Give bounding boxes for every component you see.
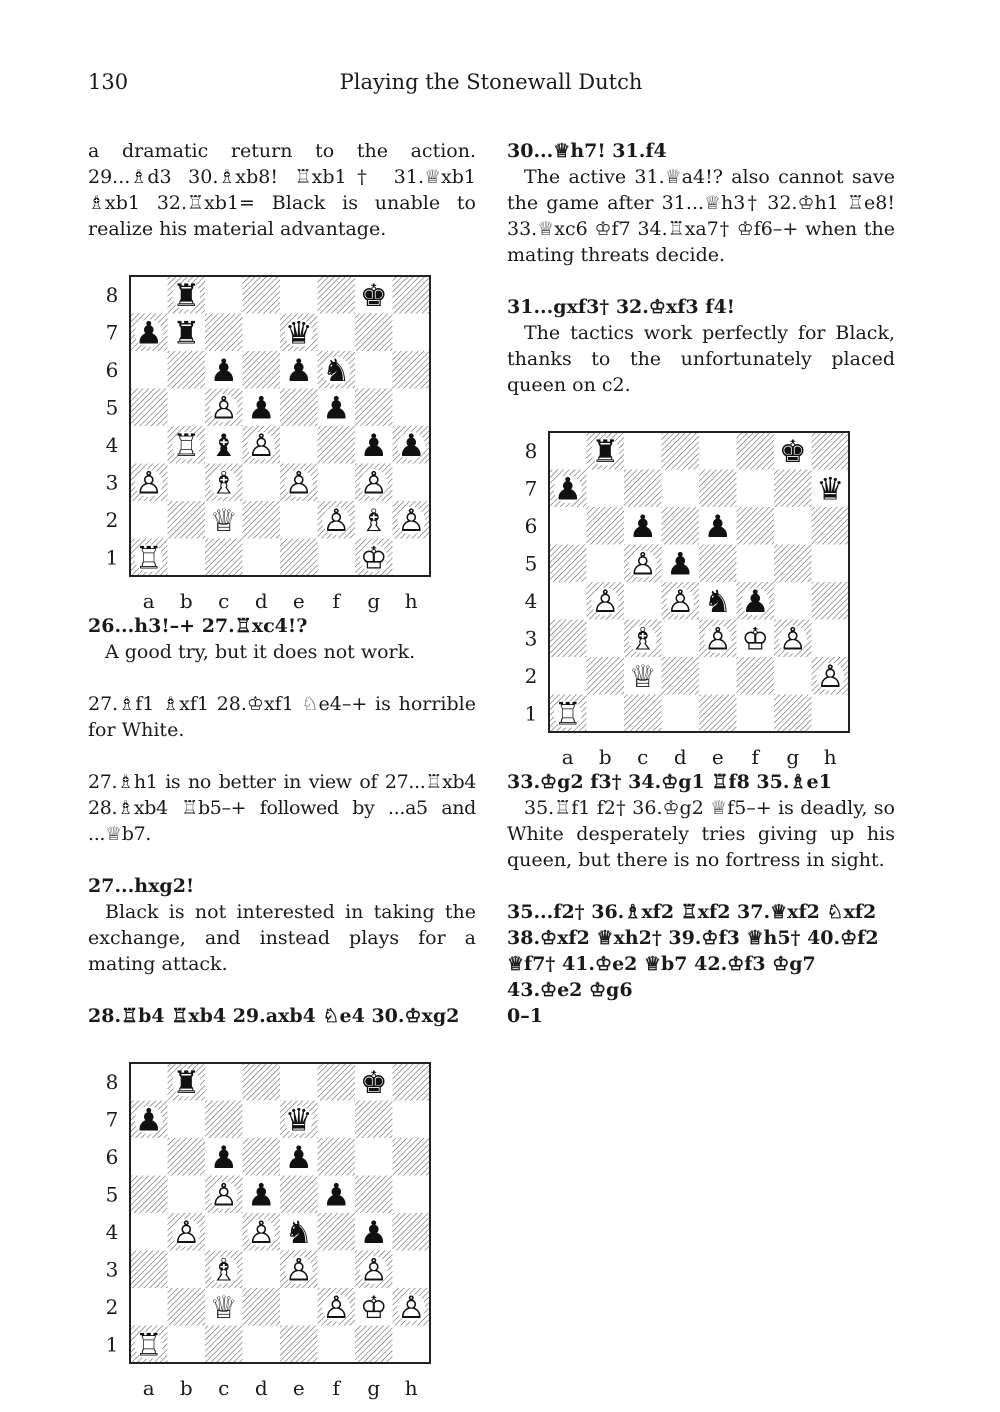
file-label-g: g xyxy=(367,589,381,613)
light-square-b1 xyxy=(168,539,206,577)
dark-square-d6 xyxy=(243,351,281,389)
dark-square-g7 xyxy=(774,470,812,508)
rank-label-7: 7 xyxy=(105,320,119,345)
light-square-b1 xyxy=(587,695,625,733)
light-square-e2 xyxy=(280,1288,318,1326)
black-pawn-a7-icon: ♟ xyxy=(134,315,163,352)
file-label-b: b xyxy=(598,745,612,769)
light-square-f5 xyxy=(737,545,775,583)
light-square-e8 xyxy=(280,1063,318,1101)
dark-square-h4 xyxy=(812,582,850,620)
light-square-a2 xyxy=(549,657,587,695)
file-label-b: b xyxy=(179,1376,193,1400)
white-pawn-c5-icon: ♙ xyxy=(209,1177,238,1214)
light-square-c4 xyxy=(624,582,662,620)
light-square-f1 xyxy=(318,539,356,577)
white-king-g2-icon: ♔ xyxy=(359,1289,388,1326)
white-pawn-f2-icon: ♙ xyxy=(322,1289,351,1326)
black-knight-f6-icon: ♞ xyxy=(322,352,351,389)
light-square-d1 xyxy=(243,1326,281,1364)
rank-label-3: 3 xyxy=(105,1257,119,1282)
game-result: 0–1 xyxy=(507,1005,543,1027)
light-square-h7 xyxy=(393,1101,431,1139)
white-pawn-d4-icon: ♙ xyxy=(247,427,276,464)
diagram-3-svg xyxy=(507,424,895,769)
white-rook-a1-icon: ♖ xyxy=(134,540,163,577)
light-square-a4 xyxy=(549,582,587,620)
light-square-a8 xyxy=(130,1063,168,1101)
chess-diagram-3 xyxy=(507,424,895,769)
dark-square-g1 xyxy=(355,1326,393,1364)
light-square-h3 xyxy=(812,620,850,658)
rank-label-4: 4 xyxy=(105,1219,119,1244)
light-square-f1 xyxy=(318,1326,356,1364)
light-square-d1 xyxy=(662,695,700,733)
light-square-a6 xyxy=(130,351,168,389)
white-bishop-g2-icon: ♗ xyxy=(359,502,388,539)
file-label-c: c xyxy=(218,1376,230,1400)
dark-square-d2 xyxy=(243,501,281,539)
black-pawn-h4-icon: ♟ xyxy=(397,427,426,464)
white-pawn-d4-icon: ♙ xyxy=(247,1214,276,1251)
rank-label-7: 7 xyxy=(105,1107,119,1132)
dark-square-f2 xyxy=(737,657,775,695)
white-pawn-e3-icon: ♙ xyxy=(284,465,313,502)
file-label-g: g xyxy=(367,1376,381,1400)
white-pawn-h2-icon: ♙ xyxy=(397,1289,426,1326)
light-square-c4 xyxy=(205,1213,243,1251)
rank-label-1: 1 xyxy=(524,701,538,726)
rank-label-3: 3 xyxy=(105,470,119,495)
light-square-b7 xyxy=(168,1101,206,1139)
dark-square-b6 xyxy=(168,1138,206,1176)
dark-square-g1 xyxy=(774,695,812,733)
light-square-a2 xyxy=(130,1288,168,1326)
dark-square-e7 xyxy=(699,470,737,508)
black-queen-e7-icon: ♛ xyxy=(284,315,313,352)
file-label-e: e xyxy=(292,1376,305,1400)
rank-label-5: 5 xyxy=(524,551,538,576)
file-label-a: a xyxy=(142,1376,155,1400)
rank-label-8: 8 xyxy=(105,282,119,307)
light-square-h5 xyxy=(393,389,431,427)
rank-label-4: 4 xyxy=(105,432,119,457)
white-pawn-h2-icon: ♙ xyxy=(397,502,426,539)
rank-label-6: 6 xyxy=(105,357,119,382)
light-square-h3 xyxy=(393,1251,431,1289)
dark-square-c7 xyxy=(205,1101,243,1139)
light-square-d7 xyxy=(243,314,281,352)
dark-square-f8 xyxy=(737,432,775,470)
black-queen-e7-icon: ♛ xyxy=(284,1102,313,1139)
light-square-e2 xyxy=(280,501,318,539)
light-square-e4 xyxy=(280,426,318,464)
dark-square-g5 xyxy=(774,545,812,583)
right-column xyxy=(507,138,895,1029)
light-square-a2 xyxy=(130,501,168,539)
dark-square-b2 xyxy=(168,501,206,539)
dark-square-a5 xyxy=(130,1176,168,1214)
black-pawn-d5-icon: ♟ xyxy=(666,546,695,583)
file-label-e: e xyxy=(711,745,724,769)
file-label-f: f xyxy=(332,589,340,613)
dark-square-h6 xyxy=(393,351,431,389)
black-king-g8-icon: ♚ xyxy=(359,277,388,314)
black-bishop-c4-icon: ♝ xyxy=(209,427,238,464)
dark-square-e5 xyxy=(699,545,737,583)
light-square-f3 xyxy=(318,1251,356,1289)
white-queen-c2-icon: ♕ xyxy=(628,658,657,695)
file-label-d: d xyxy=(254,1376,268,1400)
file-label-a: a xyxy=(142,589,155,613)
file-label-a: a xyxy=(561,745,574,769)
light-square-d7 xyxy=(662,470,700,508)
rank-label-2: 2 xyxy=(524,663,538,688)
file-label-h: h xyxy=(404,589,418,613)
black-pawn-f4-icon: ♟ xyxy=(741,583,770,620)
black-pawn-e6-icon: ♟ xyxy=(284,1139,313,1176)
white-rook-b4-icon: ♖ xyxy=(172,427,201,464)
light-square-b7 xyxy=(587,470,625,508)
black-pawn-a7-icon: ♟ xyxy=(553,471,582,508)
dark-square-d2 xyxy=(243,1288,281,1326)
dark-square-h6 xyxy=(393,1138,431,1176)
dark-square-e1 xyxy=(280,1326,318,1364)
final-moves: 35...f2† 36.♗xf2 ♖xf2 37.♕xf2 ♘xf2 38.♔xf2 ♕xh2† 39.♔f3 ♕h5† 40.♔f2 ♕f7† 41.♔e2 ♕b7 42.♔f3 ♔g7 43.♔e2 ♔g6 xyxy=(507,901,879,1001)
rank-label-8: 8 xyxy=(105,1069,119,1094)
dark-square-c7 xyxy=(624,470,662,508)
move-31: 31...gxf3† 32.♔xf3 f4! xyxy=(507,296,735,318)
light-square-e8 xyxy=(699,432,737,470)
white-pawn-c5-icon: ♙ xyxy=(628,546,657,583)
dark-square-h8 xyxy=(812,432,850,470)
dark-square-h8 xyxy=(393,276,431,314)
black-pawn-c6-icon: ♟ xyxy=(209,352,238,389)
dark-square-c7 xyxy=(205,314,243,352)
light-square-d3 xyxy=(243,464,281,502)
white-king-g1-icon: ♔ xyxy=(359,540,388,577)
white-bishop-c3-icon: ♗ xyxy=(209,465,238,502)
light-square-h1 xyxy=(393,539,431,577)
dark-square-c1 xyxy=(205,539,243,577)
dark-square-b6 xyxy=(168,351,206,389)
light-square-f3 xyxy=(318,464,356,502)
light-square-b3 xyxy=(168,464,206,502)
black-pawn-e6-icon: ♟ xyxy=(284,352,313,389)
rank-label-5: 5 xyxy=(105,1182,119,1207)
move-33: 33.♔g2 f3† 34.♔g1 ♖f8 35.♗e1 xyxy=(507,771,832,793)
move-27: 27...hxg2! xyxy=(88,875,195,897)
file-label-c: c xyxy=(218,589,230,613)
white-pawn-g3-icon: ♙ xyxy=(778,621,807,658)
light-square-d1 xyxy=(243,539,281,577)
comment-31: The tactics work perfectly for Black, thanks to the unfortunately placed queen on c2. xyxy=(507,322,895,396)
light-square-g2 xyxy=(774,657,812,695)
dark-square-e1 xyxy=(699,695,737,733)
dark-square-g7 xyxy=(355,1101,393,1139)
file-label-e: e xyxy=(292,589,305,613)
white-pawn-g3-icon: ♙ xyxy=(359,465,388,502)
light-square-d3 xyxy=(243,1251,281,1289)
dark-square-h4 xyxy=(393,1213,431,1251)
dark-square-b6 xyxy=(587,507,625,545)
black-rook-b8-icon: ♜ xyxy=(172,1064,201,1101)
dark-square-d8 xyxy=(243,276,281,314)
white-rook-a1-icon: ♖ xyxy=(553,696,582,733)
white-pawn-h2-icon: ♙ xyxy=(816,658,845,695)
white-bishop-c3-icon: ♗ xyxy=(628,621,657,658)
rank-label-4: 4 xyxy=(524,588,538,613)
light-square-b5 xyxy=(168,1176,206,1214)
page-number: 130 xyxy=(88,70,129,94)
rank-label-7: 7 xyxy=(524,476,538,501)
rank-label-8: 8 xyxy=(524,438,538,463)
comment-30: The active 31.♕a4!? also cannot save the game after 31...♕h3† 32.♔h1 ♖e8! 33.♕xc6 ♔f7 34.♖xa7† ♔f6–+ when the mating threats decide. xyxy=(507,166,895,266)
black-pawn-f5-icon: ♟ xyxy=(322,1177,351,1214)
move-30: 30...♕h7! 31.f4 xyxy=(507,140,667,162)
black-rook-b7-icon: ♜ xyxy=(172,315,201,352)
light-square-a4 xyxy=(130,426,168,464)
white-pawn-e3-icon: ♙ xyxy=(284,1252,313,1289)
black-rook-b8-icon: ♜ xyxy=(172,277,201,314)
light-square-b3 xyxy=(168,1251,206,1289)
dark-square-d6 xyxy=(662,507,700,545)
light-square-g6 xyxy=(355,1138,393,1176)
black-queen-h7-icon: ♛ xyxy=(816,471,845,508)
rank-label-5: 5 xyxy=(105,395,119,420)
light-square-c8 xyxy=(205,276,243,314)
dark-square-f6 xyxy=(318,1138,356,1176)
black-pawn-g4-icon: ♟ xyxy=(359,1214,388,1251)
light-square-f7 xyxy=(318,314,356,352)
dark-square-e5 xyxy=(280,1176,318,1214)
white-pawn-g3-icon: ♙ xyxy=(359,1252,388,1289)
black-pawn-c6-icon: ♟ xyxy=(209,1139,238,1176)
move-28: 28.♖b4 ♖xb4 29.axb4 ♘e4 30.♔xg2 xyxy=(88,1005,460,1027)
rank-label-1: 1 xyxy=(105,545,119,570)
dark-square-h8 xyxy=(393,1063,431,1101)
light-square-c8 xyxy=(624,432,662,470)
diagram-2-svg xyxy=(88,1055,476,1400)
rank-label-2: 2 xyxy=(105,1294,119,1319)
white-pawn-e3-icon: ♙ xyxy=(703,621,732,658)
rank-label-6: 6 xyxy=(524,513,538,538)
light-square-h3 xyxy=(393,464,431,502)
light-square-d7 xyxy=(243,1101,281,1139)
light-square-h7 xyxy=(393,314,431,352)
dark-square-e1 xyxy=(280,539,318,577)
white-queen-c2-icon: ♕ xyxy=(209,1289,238,1326)
left-column xyxy=(88,138,476,1400)
dark-square-g7 xyxy=(355,314,393,352)
file-label-d: d xyxy=(254,589,268,613)
light-square-f1 xyxy=(737,695,775,733)
light-square-f7 xyxy=(318,1101,356,1139)
light-square-b1 xyxy=(168,1326,206,1364)
white-rook-a1-icon: ♖ xyxy=(134,1327,163,1364)
file-label-d: d xyxy=(673,745,687,769)
white-king-f3-icon: ♔ xyxy=(741,621,770,658)
light-square-a8 xyxy=(549,432,587,470)
dark-square-h6 xyxy=(812,507,850,545)
dark-square-a5 xyxy=(549,545,587,583)
light-square-g4 xyxy=(774,582,812,620)
black-king-g8-icon: ♚ xyxy=(359,1064,388,1101)
black-rook-b8-icon: ♜ xyxy=(591,433,620,470)
light-square-g6 xyxy=(355,351,393,389)
dark-square-d8 xyxy=(662,432,700,470)
dark-square-d8 xyxy=(243,1063,281,1101)
rank-label-3: 3 xyxy=(524,626,538,651)
dark-square-e5 xyxy=(280,389,318,427)
light-square-h1 xyxy=(812,695,850,733)
rank-label-1: 1 xyxy=(105,1332,119,1357)
light-square-f7 xyxy=(737,470,775,508)
file-label-h: h xyxy=(823,745,837,769)
black-pawn-d5-icon: ♟ xyxy=(247,1177,276,1214)
dark-square-f4 xyxy=(318,1213,356,1251)
dark-square-d6 xyxy=(243,1138,281,1176)
running-title: Playing the Stonewall Dutch xyxy=(339,70,643,94)
light-square-b5 xyxy=(587,545,625,583)
light-square-a6 xyxy=(549,507,587,545)
light-square-h5 xyxy=(393,1176,431,1214)
white-bishop-c3-icon: ♗ xyxy=(209,1252,238,1289)
rank-label-6: 6 xyxy=(105,1144,119,1169)
variation-2: 27.♗h1 is no better in view of 27...♖xb4 28.♗xb4 ♖b5–+ followed by ...a5 and ...♕b7. xyxy=(88,771,476,845)
rank-label-2: 2 xyxy=(105,507,119,532)
black-pawn-c6-icon: ♟ xyxy=(628,508,657,545)
dark-square-a5 xyxy=(130,389,168,427)
black-pawn-f5-icon: ♟ xyxy=(322,390,351,427)
variation-1: 27.♗f1 ♗xf1 28.♔xf1 ♘e4–+ is horrible for White. xyxy=(88,693,476,741)
black-pawn-e6-icon: ♟ xyxy=(703,508,732,545)
file-label-f: f xyxy=(751,745,759,769)
move-26: 26...h3!–+ 27.♖xc4!? xyxy=(88,615,308,637)
white-pawn-d4-icon: ♙ xyxy=(666,583,695,620)
chess-diagram-2 xyxy=(88,1055,476,1400)
black-king-g8-icon: ♚ xyxy=(778,433,807,470)
dark-square-d2 xyxy=(662,657,700,695)
dark-square-f6 xyxy=(737,507,775,545)
dark-square-c1 xyxy=(624,695,662,733)
dark-square-a3 xyxy=(549,620,587,658)
file-label-b: b xyxy=(179,589,193,613)
diagram-1-svg xyxy=(88,268,476,613)
light-square-d3 xyxy=(662,620,700,658)
dark-square-c1 xyxy=(205,1326,243,1364)
white-pawn-b4-icon: ♙ xyxy=(591,583,620,620)
dark-square-a3 xyxy=(130,1251,168,1289)
file-label-h: h xyxy=(404,1376,418,1400)
page-header xyxy=(88,70,894,100)
comment-26: A good try, but it does not work. xyxy=(105,641,416,663)
file-label-g: g xyxy=(786,745,800,769)
intro-paragraph: a dramatic return to the action. 29...♗d3 30.♗xb8! ♖xb1† 31.♕xb1 ♗xb1 32.♖xb1= Black is unable to realize his material advantage. xyxy=(88,140,476,240)
light-square-e8 xyxy=(280,276,318,314)
dark-square-g5 xyxy=(355,1176,393,1214)
comment-33: 35.♖f1 f2† 36.♔g2 ♕f5–+ is deadly, so White desperately tries giving up his queen, but there is no fortress in sight. xyxy=(507,797,895,871)
chess-diagram-1 xyxy=(88,268,476,613)
white-pawn-f2-icon: ♙ xyxy=(322,502,351,539)
light-square-b3 xyxy=(587,620,625,658)
dark-square-f8 xyxy=(318,1063,356,1101)
black-knight-e4-icon: ♞ xyxy=(284,1214,313,1251)
light-square-h1 xyxy=(393,1326,431,1364)
white-pawn-b4-icon: ♙ xyxy=(172,1214,201,1251)
dark-square-f4 xyxy=(318,426,356,464)
black-pawn-g4-icon: ♟ xyxy=(359,427,388,464)
white-queen-c2-icon: ♕ xyxy=(209,502,238,539)
dark-square-g5 xyxy=(355,389,393,427)
light-square-a8 xyxy=(130,276,168,314)
dark-square-b2 xyxy=(168,1288,206,1326)
comment-27: Black is not interested in taking the exchange, and instead plays for a mating attack. xyxy=(88,901,476,975)
black-pawn-a7-icon: ♟ xyxy=(134,1102,163,1139)
light-square-a4 xyxy=(130,1213,168,1251)
black-pawn-d5-icon: ♟ xyxy=(247,390,276,427)
light-square-e2 xyxy=(699,657,737,695)
file-label-f: f xyxy=(332,1376,340,1400)
white-pawn-a3-icon: ♙ xyxy=(134,465,163,502)
white-pawn-c5-icon: ♙ xyxy=(209,390,238,427)
light-square-g6 xyxy=(774,507,812,545)
light-square-h5 xyxy=(812,545,850,583)
black-knight-e4-icon: ♞ xyxy=(703,583,732,620)
dark-square-f8 xyxy=(318,276,356,314)
light-square-b5 xyxy=(168,389,206,427)
light-square-c8 xyxy=(205,1063,243,1101)
file-label-c: c xyxy=(637,745,649,769)
dark-square-b2 xyxy=(587,657,625,695)
light-square-a6 xyxy=(130,1138,168,1176)
